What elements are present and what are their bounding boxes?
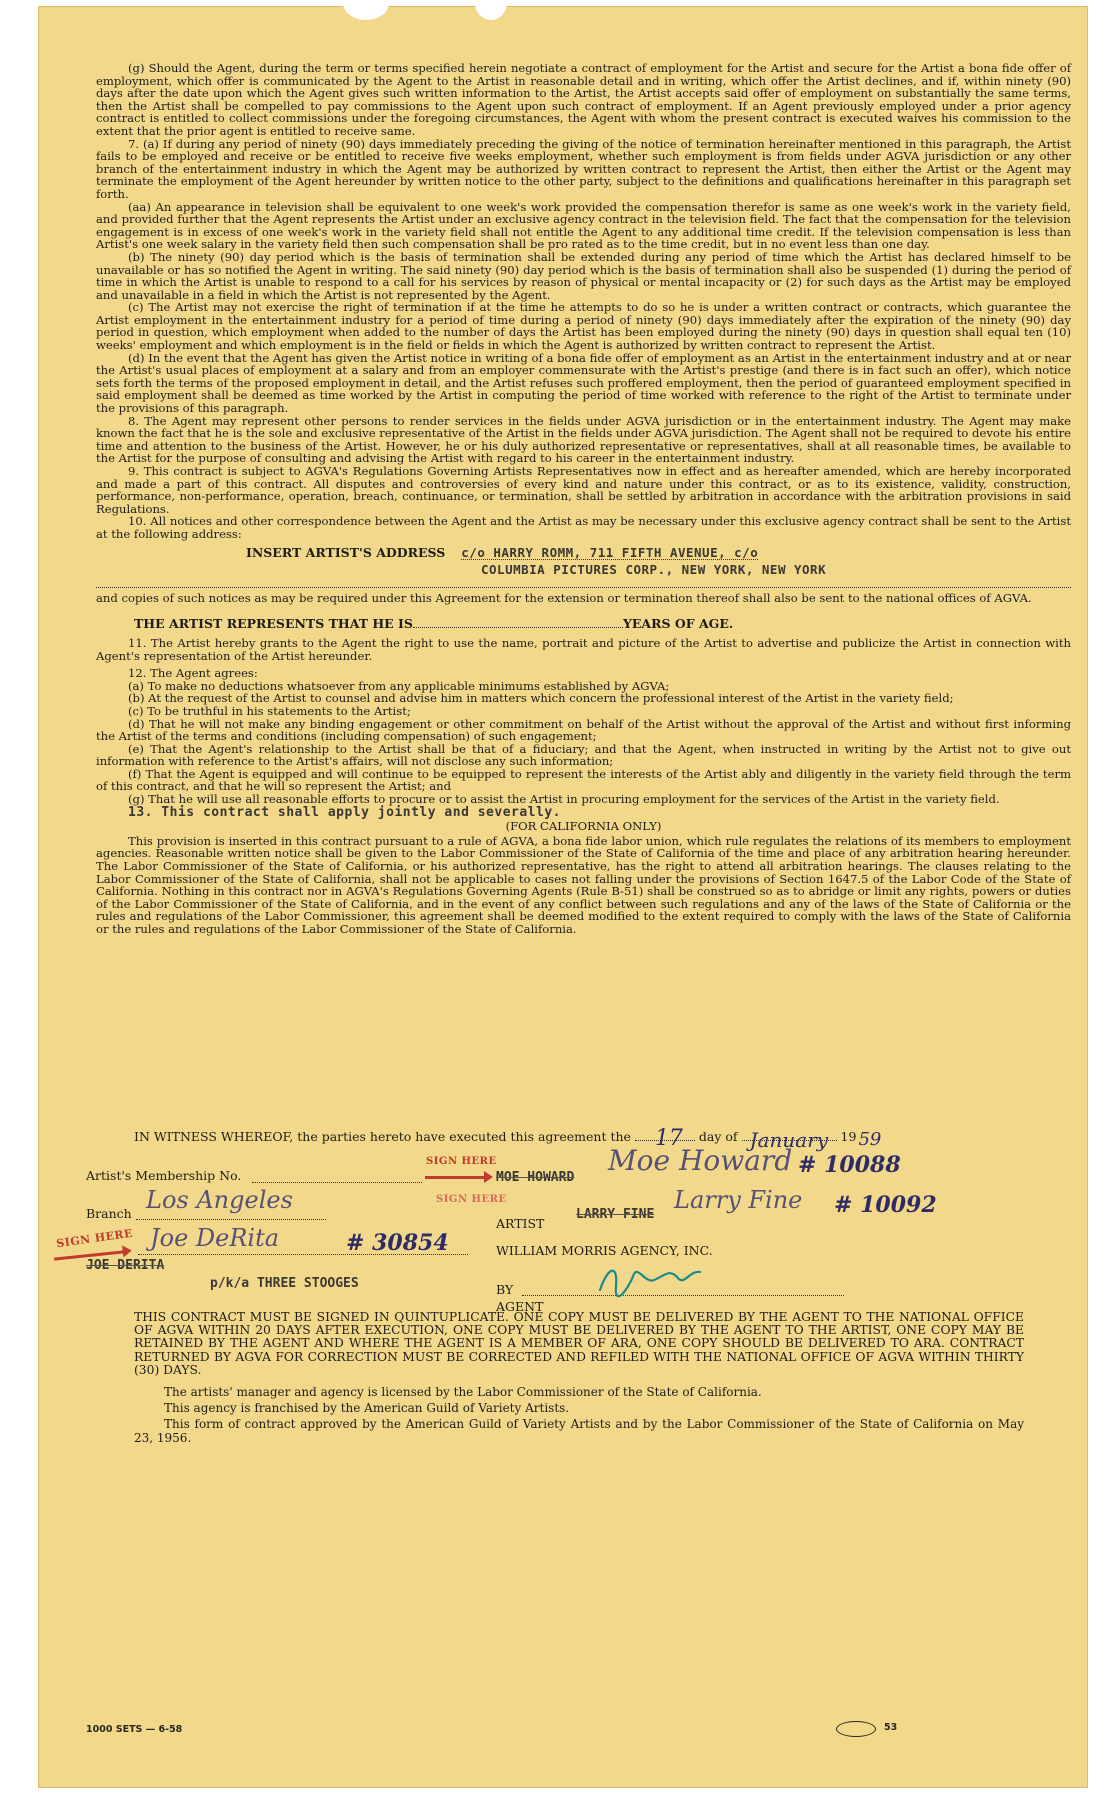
- page-code: 53: [884, 1722, 898, 1733]
- sign-here-arrow-1: [425, 1176, 485, 1179]
- artist-2-member-number: # 10092: [834, 1192, 937, 1218]
- torn-edge: [343, 6, 389, 20]
- california-provision: This provision is inserted in this contract pursuant to a rule of AGVA, a bona fide labor union, which rule regulates the relations of its members to employment agencies. Reasonable written notice shall be given to the Labor Commissioner of the State of California of the time and place of any arbitration hearing hereunder. The Labor Commissioner of the State of California, or his authorized representative, has the right to attend all arbitration hearings. The clauses relating to the Labor Commissioner of the State of California, shall not be applicable to cases not falling under the provisions of Section 1647.5 of the Labor Code of the State of California. Nothing in this contract nor in AGVA's Regulations Governing Agents (Rule B-51) shall be construed so as to abridge or limit any rights, powers or duties of the Labor Commissioner of the State of California, and in the event of any conflict between such regulations and any of the laws of the State of California or the rules and regulations of the Labor Commissioner, this agreement shall be deemed modified to the extent required to comply with the laws of the State of California or the rules and regulations of the Labor Commissioner of the State of California.: [96, 833, 1071, 936]
- address-line-1: c/o HARRY ROMM, 711 FIFTH AVENUE, c/o: [461, 544, 759, 560]
- clause-9: 9. This contract is subject to AGVA's Regulations Governing Artists Representatives now in effect and as hereafter amended, which are hereby incorporated and made a part of this contract. All disputes and controversies of every kind and nature under this contract, or as to its existence, validity, construction, performance, non-performance, operation, breach, continuance, or termination, shall be settled by arbitration in accordance with the arbitration provisions in said Regulations.: [96, 464, 1071, 516]
- witness-day: 17: [654, 1126, 683, 1151]
- contract-body: [96, 62, 1071, 936]
- by-label: BY: [496, 1282, 514, 1297]
- footer-notes: [134, 1311, 1024, 1445]
- artist-1-member-number: # 10088: [798, 1152, 901, 1178]
- clause-10: 10. All notices and other correspondence between the Agent and the Artist as may be necessary under this exclusive agency contract shall be sent to the Artist at the following address:: [96, 514, 1071, 541]
- membership-label: Artist's Membership No.: [86, 1168, 242, 1183]
- clause-12a: (a) To make no deductions whatsoever from any applicable minimums established by AGVA;: [128, 678, 670, 693]
- clause-12e: (e) That the Agent's relationship to the Artist shall be that of a fiduciary; and that the Agent, when instructed in writing by the Artist not to give out information with reference to the Artist's affairs, will not disclose any such information;: [96, 741, 1071, 769]
- clause-12b: (b) At the request of the Artist to counsel and advise him in matters which concern the professional interest of the Artist in the variety field;: [128, 691, 954, 706]
- clause-11: 11. The Artist hereby grants to the Agent the right to use the name, portrait and picture of the Artist to advertise and publicize the Artist in connection with Agent's representation of the Artist hereunder.: [96, 635, 1071, 663]
- address-blank-line: [96, 581, 1071, 588]
- witness-line: [134, 1126, 994, 1152]
- witness-day-blank: [635, 1126, 695, 1151]
- stage-name: p/k/a THREE STOOGES: [210, 1276, 359, 1291]
- artist-3-blank: [138, 1254, 468, 1255]
- age-prefix: THE ARTIST REPRESENTS THAT HE IS: [134, 616, 413, 632]
- clause-7a: 7. (a) If during any period of ninety (90) days immediately preceding the giving of the notice of termination hereinafter mentioned in this paragraph, the Artist fails to be employed and receive or be entitled to receive five weeks employment, whether such employment is from fields under AGVA jurisdiction or any other branch of the entertainment industry in which the Agent may be authorized by written contract to represent the Artist, then either the Artist or the Agent may terminate the employment of the Agent hereunder by written notice to the other party, subject to the definitions and qualifications hereinafter in this paragraph set forth.: [96, 136, 1071, 201]
- sign-here-label-3: SIGN HERE: [55, 1226, 134, 1251]
- artist-label: ARTIST: [496, 1216, 545, 1231]
- clause-12d: (d) That he will not make any binding engagement or other commitment on behalf of the Artist without the approval of the Artist and without first informing the Artist of the terms and conditions (including compensation) of such engagement;: [96, 716, 1071, 744]
- witness-year: 59: [858, 1129, 882, 1150]
- agent-signature: [594, 1256, 714, 1302]
- address-label: INSERT ARTIST'S ADDRESS: [246, 544, 446, 560]
- sign-here-label-1: SIGN HERE: [426, 1156, 497, 1167]
- print-code: 1000 SETS — 6-58: [86, 1724, 183, 1735]
- clause-7c: (c) The Artist may not exercise the right of termination if at the time he attempts to do so he is under a written contract or contracts, which guarantee the Artist employment in the entertainment industry for a period of time during a period of ninety (90) days immediately after the expiration of the ninety (90) day period in question, which employment when added to the number of days the Artist has been employed during the ninety (90) days in question shall equal ten (10) weeks' employment and which employment is in the field or fields in which the Agent is authorized by written contract to represent the Artist.: [96, 300, 1071, 353]
- contract-page: [38, 6, 1088, 1788]
- clause-7d: (d) In the event that the Agent has given the Artist notice in writing of a bona fide offer of employment as an Artist in the entertainment industry and at or near the Artist's usual places of employment at a salary and from an employer commensurate with the Artist's prestige (and there is in fact such an offer), which notice sets forth the terms of the proposed employment in detail, and the Artist refuses such proffered employment, then the period of guaranteed employment specified in said employment shall be deemed as time worked by the Artist in computing the period of time worked with reference to the right of the Artist to terminate under the provisions of this paragraph.: [96, 350, 1071, 416]
- artist-3-signature: Joe DeRita: [150, 1224, 280, 1252]
- california-heading: (FOR CALIFORNIA ONLY): [505, 819, 662, 834]
- branch-value: Los Angeles: [146, 1186, 293, 1214]
- license-note: The artists' manager and agency is licensed by the Labor Commissioner of the State of California.: [164, 1385, 762, 1400]
- quintuplicate-notice: THIS CONTRACT MUST BE SIGNED IN QUINTUPLICATE. ONE COPY MUST BE DELIVERED BY THE AGENT TO THE NATIONAL OFFICE OF AGVA WITHIN 20 DAYS AFTER EXECUTION, ONE COPY MUST BE DELIVERED BY THE AGENT TO THE ARTIST, ONE COPY MAY BE RETAINED BY THE AGENT AND WHERE THE AGENT IS A MEMBER OF ARA, ONE COPY SHOULD BE DELIVERED TO ARA. CONTRACT RETURNED BY AGVA FOR CORRECTION MUST BE CORRECTED AND REFILED WITH THE NATIONAL OFFICE OF AGVA WITHIN THIRTY (30) DAYS.: [134, 1310, 1024, 1377]
- witness-month-blank: [742, 1128, 837, 1152]
- witness-year-prefix: 19: [840, 1129, 857, 1144]
- clause-7aa: (aa) An appearance in television shall be equivalent to one week's work provided the compensation therefor is same as one week's work in the variety field, and provided further that the Agent represents the Artist under an exclusive agency contract in the television field. The fact that the compensation for the television engagement is in excess of one week's work in the variety field shall not entitle the Agent to any additional time credit. If the television compensation is less than Artist's one week salary in the variety field then such compensation shall be pro rated as to the time credit, but in no event less than one day.: [96, 199, 1071, 252]
- artist-2-signature: Larry Fine: [674, 1186, 803, 1214]
- clause-12g: (g) That he will use all reasonable efforts to procure or to assist the Artist in procuring employment for the services of the Artist in the variety field.: [128, 792, 1000, 807]
- address-line-2: COLUMBIA PICTURES CORP., NEW YORK, NEW YORK: [481, 562, 827, 578]
- artist-1-typed: MOE HOWARD: [496, 1170, 575, 1185]
- witness-month: January: [749, 1128, 829, 1152]
- clause-6g: (g) Should the Agent, during the term or terms specified herein negotiate a contract of employment for the Artist and secure for the Artist a bona fide offer of employment, which offer is communicated by the Agent to the Artist in reasonable detail and in writing, which offer the Artist declines, and if, within ninety (90) days after the date upon which the Agent gives such written information to the Artist, the Artist accepts said offer of employment on substantially the same terms, then the Artist shall be compelled to pay commissions to the Agent upon such contract of employment. If an Agent previously employed under a prior agency contract is entitled to collect commissions under the foregoing circumstances, the Agent with whom the present contract is executed waives his commission to the extent that the prior agent is entitled to receive same.: [96, 61, 1071, 138]
- agency-name: WILLIAM MORRIS AGENCY, INC.: [496, 1243, 713, 1258]
- clause-13-typed: 13. This contract shall apply jointly and severally.: [128, 804, 561, 820]
- branch-label: Branch: [86, 1206, 132, 1221]
- sign-here-label-2: SIGN HERE: [436, 1194, 507, 1205]
- artist-3-typed: JOE DERITA: [86, 1258, 165, 1273]
- union-label-icon: [836, 1721, 876, 1737]
- clause-7b: (b) The ninety (90) day period which is the basis of termination shall be extended during any period of time which the Artist has declared himself to be unavailable or has so notified the Agent in writing. The said ninety (90) day period which is the basis of termination shall also be suspended (1) during the period of time in which the Artist is unable to respond to a call for his services by reason of physical or mental incapacity or (2) for such days as the Artist may be employed and unavailable in a field in which the Artist is not represented by the Agent.: [96, 249, 1071, 302]
- witness-text: IN WITNESS WHEREOF, the parties hereto have executed this agreement the: [134, 1129, 631, 1144]
- branch-blank: [136, 1219, 326, 1220]
- clause-8: 8. The Agent may represent other persons to render services in the fields under AGVA jurisdiction or in the entertainment industry. The Agent may make known the fact that he is the sole and exclusive representative of the Artist in the fields under AGVA jurisdiction. The Agent shall not be required to devote his entire time and attention to the business of the Artist. However, he or his duly authorized representative or representatives, shall at all reasonable times, be available to the Artist for the purpose of consulting and advising the Artist with regard to his career in the entertainment industry.: [96, 413, 1071, 466]
- membership-blank: [252, 1182, 422, 1183]
- franchise-note: This agency is franchised by the American Guild of Variety Artists.: [164, 1401, 570, 1416]
- clause-12f: (f) That the Agent is equipped and will continue to be equipped to represent the interests of the Artist ably and diligently in the variety field through the term of this contract, and that he will so represent the Artist; and: [96, 766, 1071, 794]
- clause-12-head: 12. The Agent agrees:: [128, 666, 258, 681]
- artist-3-member-number: # 30854: [346, 1230, 449, 1256]
- agent-label: AGENT: [496, 1299, 544, 1314]
- witness-day-label: day of: [698, 1129, 738, 1144]
- age-suffix: YEARS OF AGE.: [622, 616, 734, 632]
- artist-1-signature: Moe Howard: [608, 1144, 793, 1177]
- approval-note: This form of contract approved by the American Guild of Variety Artists and by the Labor Commissioner of the State of California on May 23, 1956.: [134, 1417, 1024, 1446]
- age-blank: [413, 627, 623, 628]
- torn-edge: [475, 6, 507, 20]
- clause-12c: (c) To be truthful in his statements to the Artist;: [128, 703, 411, 718]
- address-line-2-row: [96, 564, 1071, 577]
- clause-10-copies: and copies of such notices as may be required under this Agreement for the extension or termination thereof shall also be sent to the national offices of AGVA.: [96, 590, 1032, 605]
- artist-2-typed: LARRY FINE: [576, 1207, 655, 1222]
- artist-address-row: [96, 544, 1071, 561]
- age-statement: [134, 618, 1071, 631]
